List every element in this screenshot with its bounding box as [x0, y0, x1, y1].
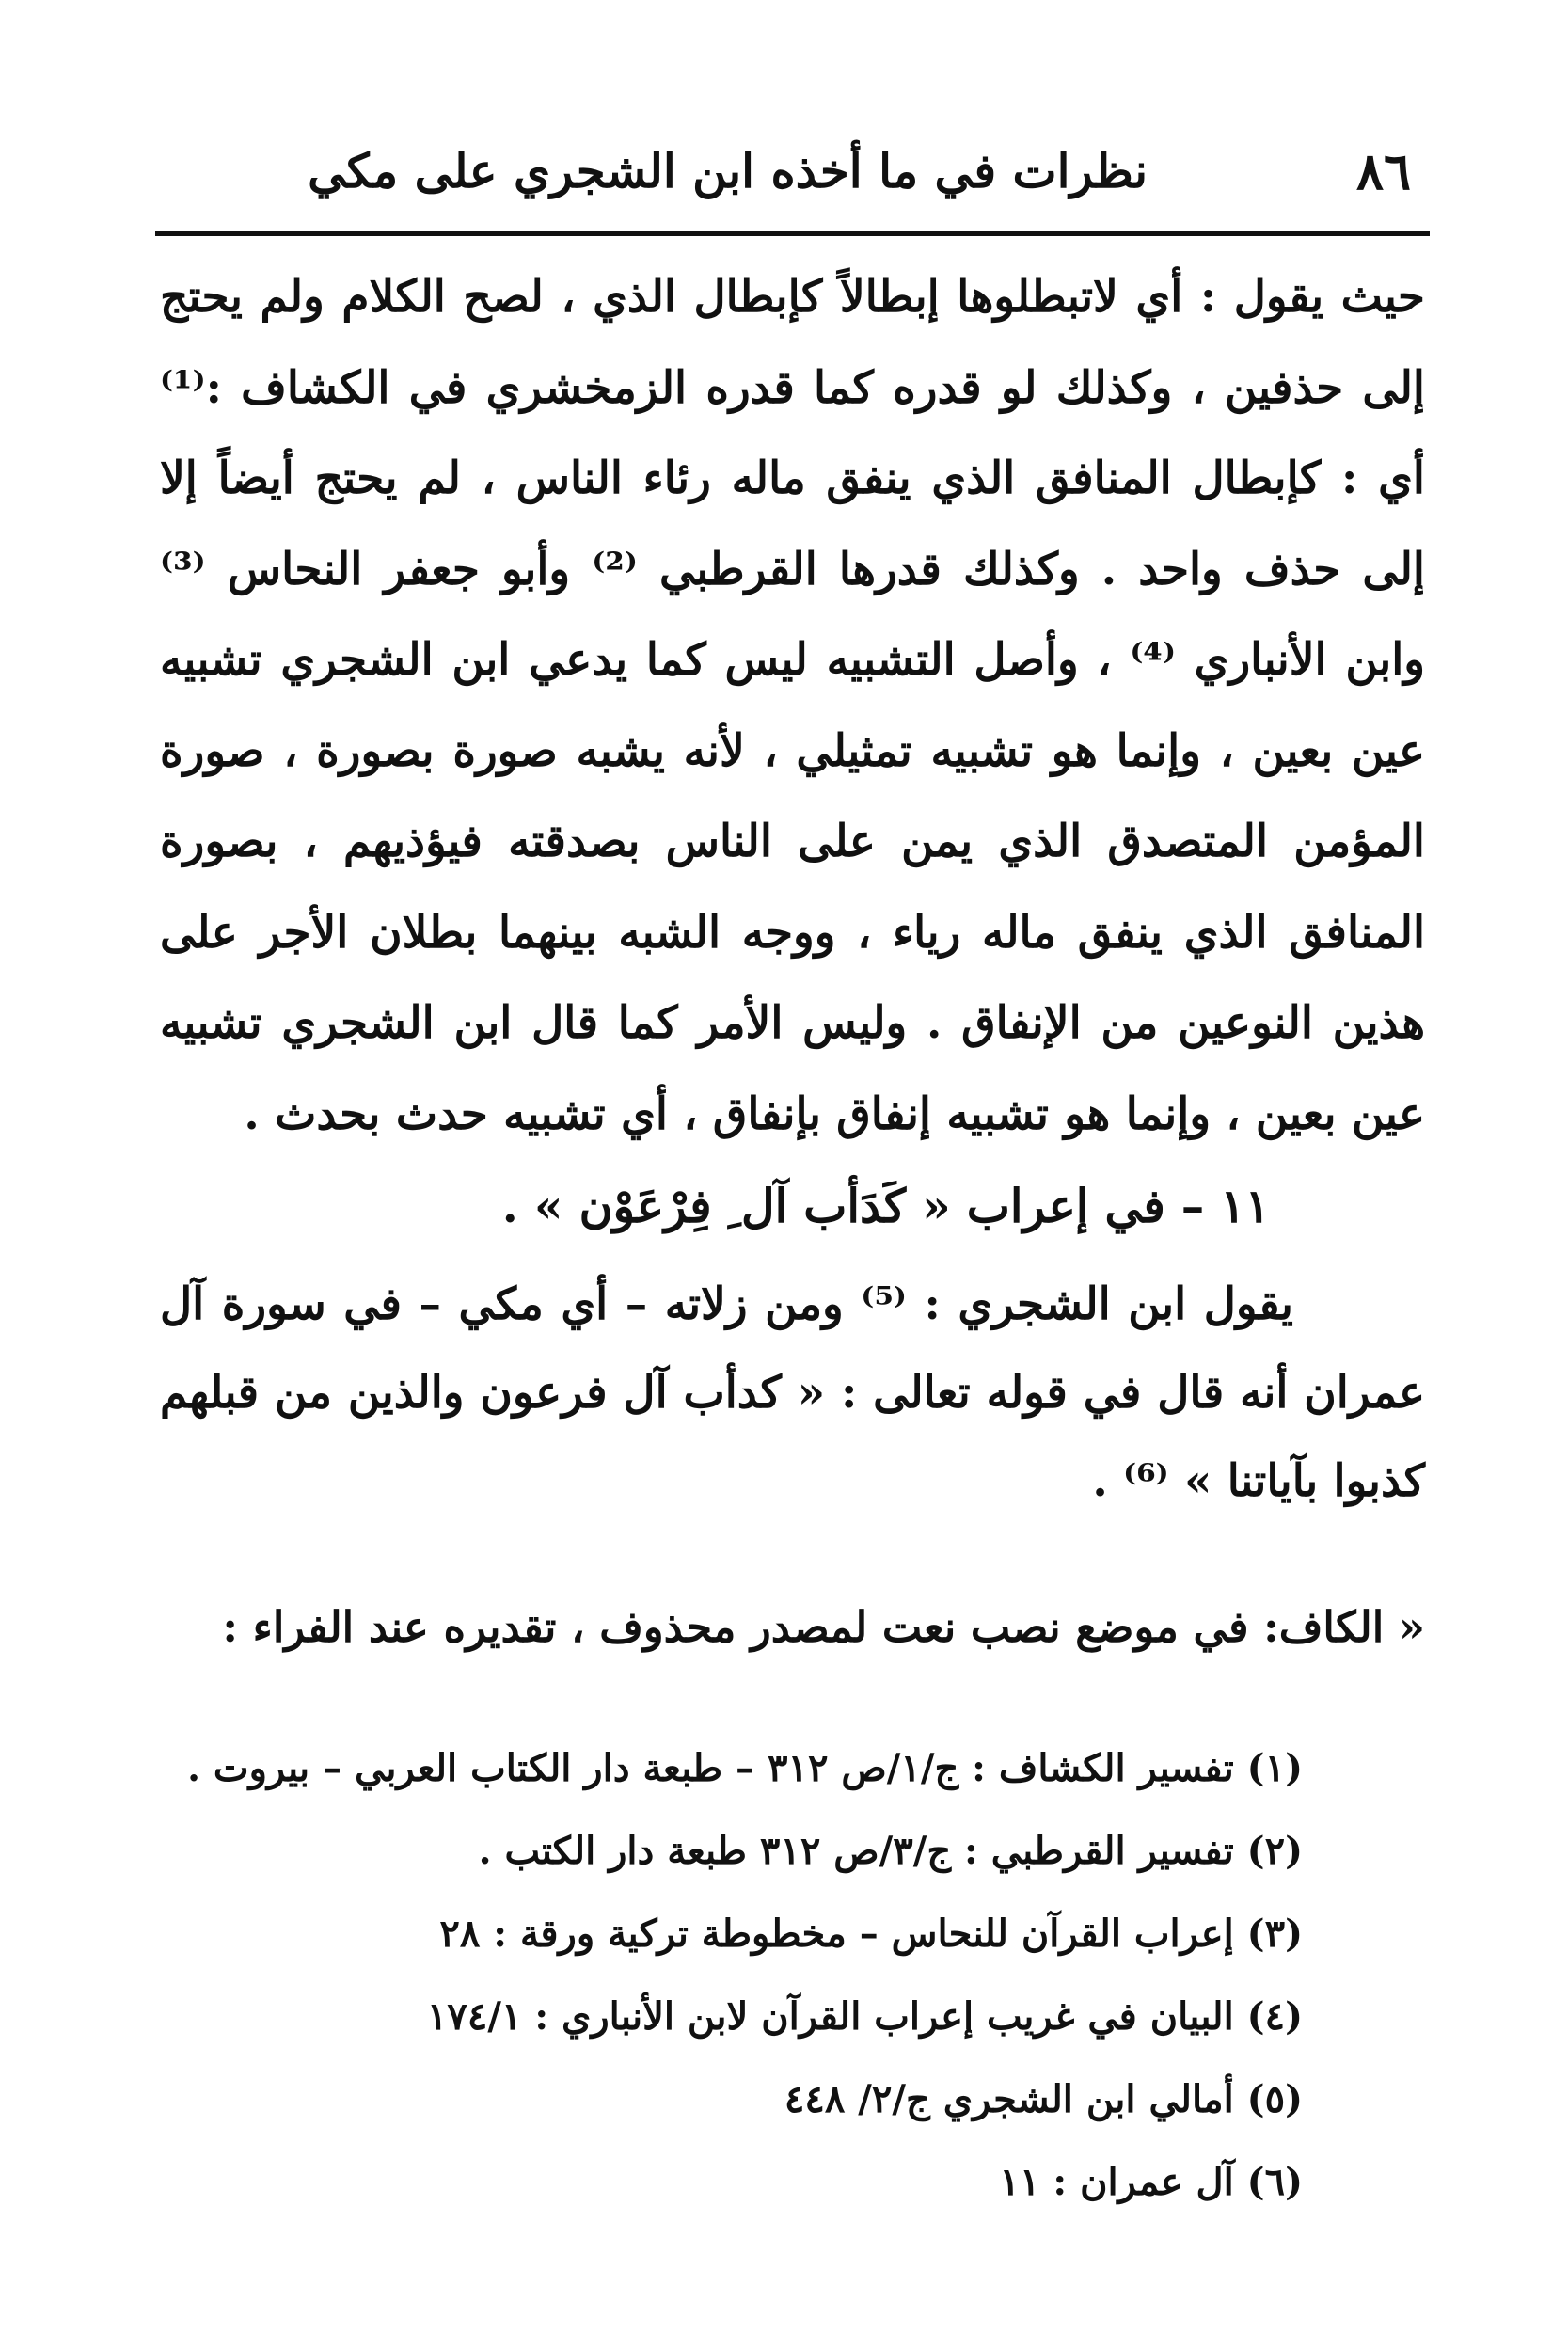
footnote: (٤) البيان في غريب إعراب القرآن لابن الأنباري : ١٧٤/١ — [426, 1994, 1303, 2039]
page-header — [155, 130, 1430, 224]
footnote: (٥) أمالي ابن الشجري ج/٢/ ٤٤٨ — [784, 2077, 1303, 2121]
quote-text: يقول ابن الشجري : ⁽⁵⁾ ومن زلاته – أي مكي – في سورة آل عمران أنه قال في قوله تعالى : « كدأب آل فرعون والذين من قبلهم كذبوا بآياتنا » ⁽⁶⁾ . — [160, 1278, 1425, 1507]
page-number: ٨٦ — [1355, 141, 1411, 201]
footnote: (٢) تفسير القرطبي : ج/٣/ص ٣١٢ طبعة دار الكتب . — [478, 1829, 1303, 1873]
running-title: نظرات في ما أخذه ابن الشجري على مكي — [308, 143, 1148, 198]
main-text — [160, 252, 1425, 1160]
footnote: (١) تفسير الكشاف : ج/١/ص ٣١٢ – طبعة دار الكتاب العربي – بيروت . — [187, 1746, 1303, 1790]
section-heading: ١١ – في إعراب « كَدَأب آل ِ فِرْعَوْن » . — [501, 1179, 1270, 1233]
header-rule — [155, 231, 1430, 236]
footnote: (٣) إعراب القرآن للنحاس – مخطوطة تركية ورقة : ٢٨ — [439, 1912, 1303, 1956]
quote-paragraph — [160, 1261, 1425, 1526]
body-paragraph: حيث يقول : أي لاتبطلوها إبطالاً كإبطال الذي ، لصح الكلام ولم يحتج إلى حذفين ، وكذلك لو قدره كما قدره الزمخشري في الكشاف :⁽¹⁾ أي : كإبطال المنافق الذي ينفق ماله رئاء الناس ، لم يحتج أيضاً إلا إلى حذف واحد . وكذلك قدرها القرطبي ⁽²⁾ وأبو جعفر النحاس ⁽³⁾ وابن الأنباري ⁽⁴⁾ ، وأصل التشبيه ليس كما يدعي ابن الشجري تشبيه عين بعين ، وإنما هو تشبيه تمثيلي ، لأنه يشبه صورة بصورة ، صورة المؤمن المتصدق الذي يمن على الناس بصدقته فيؤذيهم ، بصورة المنافق الذي ينفق ماله رياء ، ووجه الشبه بينهما بطلان الأجر على هذين النوعين من الإنفاق . وليس الأمر كما قال ابن الشجري تشبيه عين بعين ، وإنما هو تشبيه إنفاق بإنفاق ، أي تشبيه حدث بحدث . — [160, 271, 1425, 1140]
footnote: (٦) آل عمران : ١١ — [999, 2160, 1303, 2204]
kaf-line: « الكاف: في موضع نصب نعت لمصدر محذوف ، تقديره عند الفراء : — [222, 1602, 1425, 1652]
footnotes-list — [160, 1727, 1425, 2224]
